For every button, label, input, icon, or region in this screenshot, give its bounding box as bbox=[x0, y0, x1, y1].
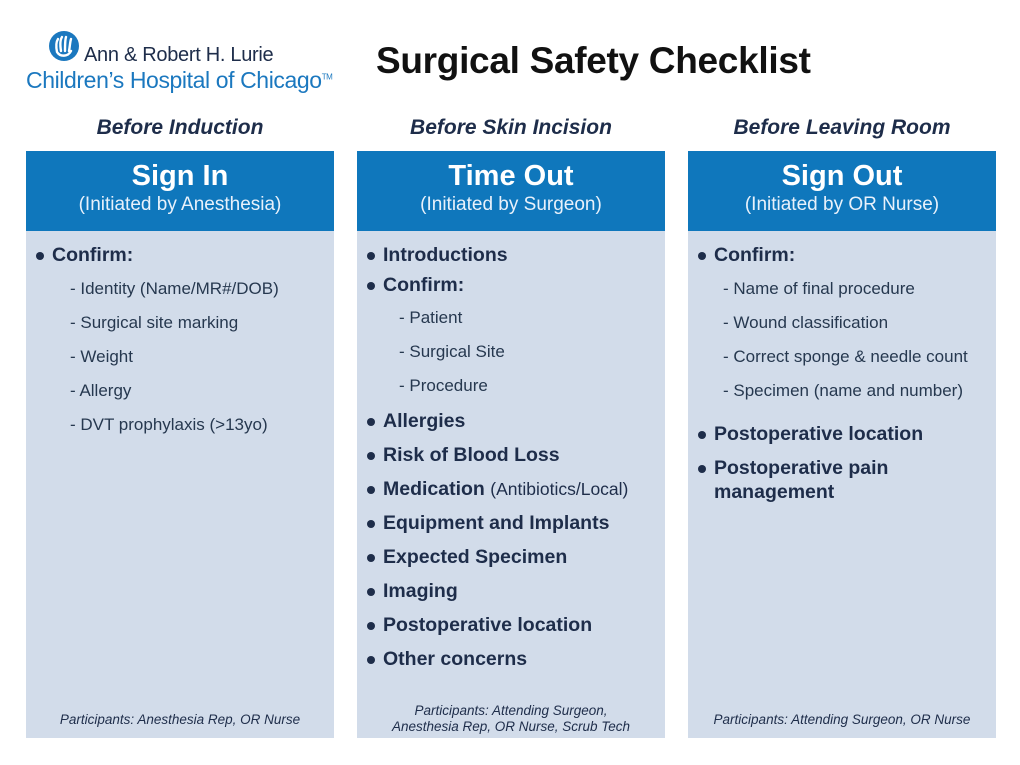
checklist-item bbox=[367, 579, 661, 603]
item-label: Equipment and Implants bbox=[383, 512, 610, 534]
checklist-item bbox=[36, 243, 330, 267]
participants-line: Anesthesia Rep, OR Nurse, Scrub Tech bbox=[391, 719, 631, 734]
page-title: Surgical Safety Checklist bbox=[376, 40, 811, 81]
checklist-item bbox=[367, 443, 661, 467]
sub-item: - DVT prophylaxis (>13yo) bbox=[70, 415, 268, 434]
checklist-item bbox=[698, 243, 992, 267]
item-note: (Antibiotics/Local) bbox=[490, 479, 629, 499]
sub-item: - Weight bbox=[70, 347, 133, 366]
panel-title: Sign In bbox=[131, 160, 229, 192]
checklist-item bbox=[367, 477, 661, 501]
sub-item: - Specimen (name and number) bbox=[723, 381, 964, 400]
sub-item: - Allergy bbox=[70, 381, 132, 400]
sub-item: - Name of final procedure bbox=[723, 279, 915, 298]
bullet-icon bbox=[367, 486, 375, 494]
item-label: Postoperative pain bbox=[714, 457, 889, 479]
item-label: Expected Specimen bbox=[383, 546, 568, 568]
item-label: Other concerns bbox=[383, 648, 528, 670]
item-label: Confirm: bbox=[383, 274, 465, 296]
sub-item: - Patient bbox=[399, 308, 463, 327]
participants-line: Participants: Attending Surgeon, bbox=[414, 703, 608, 718]
sub-list bbox=[36, 272, 330, 442]
item-label: Risk of Blood Loss bbox=[383, 444, 560, 466]
phase-label-before-induction: Before Induction bbox=[96, 116, 264, 139]
sub-item: - Wound classification bbox=[723, 313, 889, 332]
sub-item: - Surgical Site bbox=[399, 342, 505, 361]
checklist-items bbox=[36, 243, 330, 442]
panel-time-out bbox=[357, 151, 665, 738]
item-label: Postoperative location bbox=[383, 614, 593, 636]
hand-logo-icon bbox=[48, 30, 80, 62]
bullet-icon bbox=[367, 622, 375, 630]
bullet-icon bbox=[36, 252, 44, 260]
trademark: TM bbox=[321, 72, 333, 82]
bullet-icon bbox=[367, 452, 375, 460]
bullet-icon bbox=[367, 554, 375, 562]
sub-item: - Identity (Name/MR#/DOB) bbox=[70, 279, 279, 298]
checklist-items bbox=[698, 243, 992, 504]
checklist-item bbox=[367, 511, 661, 535]
item-label: Confirm: bbox=[52, 244, 134, 266]
panel-header bbox=[357, 151, 665, 231]
phase-label-before-skin-incision: Before Skin Incision bbox=[410, 116, 612, 139]
logo-line1: Ann & Robert H. Lurie bbox=[84, 44, 274, 66]
participants: Participants: Attending Surgeon, OR Nurse bbox=[713, 712, 971, 727]
checklist-item bbox=[367, 409, 661, 433]
item-label: Medication bbox=[383, 478, 485, 500]
bullet-icon bbox=[367, 282, 375, 290]
item-label: Imaging bbox=[383, 580, 458, 602]
checklist-item bbox=[367, 273, 661, 297]
sub-item: - Procedure bbox=[399, 376, 488, 395]
checklist-item bbox=[698, 456, 992, 504]
panel-header bbox=[688, 151, 996, 231]
panel-subtitle: (Initiated by Anesthesia) bbox=[78, 194, 282, 215]
bullet-icon bbox=[367, 418, 375, 426]
panel-sign-in bbox=[26, 151, 334, 738]
checklist-item bbox=[367, 647, 661, 671]
bullet-icon bbox=[367, 252, 375, 260]
bullet-icon bbox=[698, 465, 706, 473]
panel-sign-out bbox=[688, 151, 996, 738]
sub-list bbox=[367, 301, 661, 403]
panel-subtitle: (Initiated by OR Nurse) bbox=[744, 194, 940, 215]
item-label: Introductions bbox=[383, 244, 508, 266]
logo-line2-text: Children’s Hospital of Chicago bbox=[26, 67, 322, 93]
item-label: Postoperative location bbox=[714, 423, 924, 445]
sub-list bbox=[698, 272, 992, 408]
panel-title: Time Out bbox=[448, 160, 574, 192]
logo-line2 bbox=[26, 67, 332, 94]
bullet-icon bbox=[698, 252, 706, 260]
panel-header bbox=[26, 151, 334, 231]
participants bbox=[357, 703, 665, 735]
item-label: Allergies bbox=[383, 410, 466, 432]
panel-title: Sign Out bbox=[781, 160, 903, 192]
bullet-icon bbox=[367, 588, 375, 596]
checklist-item bbox=[698, 422, 992, 446]
checklist-item bbox=[367, 243, 661, 267]
checklist-item bbox=[367, 545, 661, 569]
item-label: Confirm: bbox=[714, 244, 796, 266]
participants: Participants: Anesthesia Rep, OR Nurse bbox=[59, 712, 301, 727]
bullet-icon bbox=[367, 656, 375, 664]
sub-item: - Surgical site marking bbox=[70, 313, 239, 332]
checklist-item bbox=[367, 613, 661, 637]
sub-item: - Correct sponge & needle count bbox=[723, 347, 968, 366]
panel-subtitle: (Initiated by Surgeon) bbox=[420, 194, 602, 215]
bullet-icon bbox=[698, 431, 706, 439]
checklist-items bbox=[367, 243, 661, 671]
bullet-icon bbox=[367, 520, 375, 528]
item-label-continued: management bbox=[714, 481, 835, 503]
hospital-logo bbox=[26, 30, 346, 100]
phase-label-before-leaving-room: Before Leaving Room bbox=[733, 116, 951, 139]
